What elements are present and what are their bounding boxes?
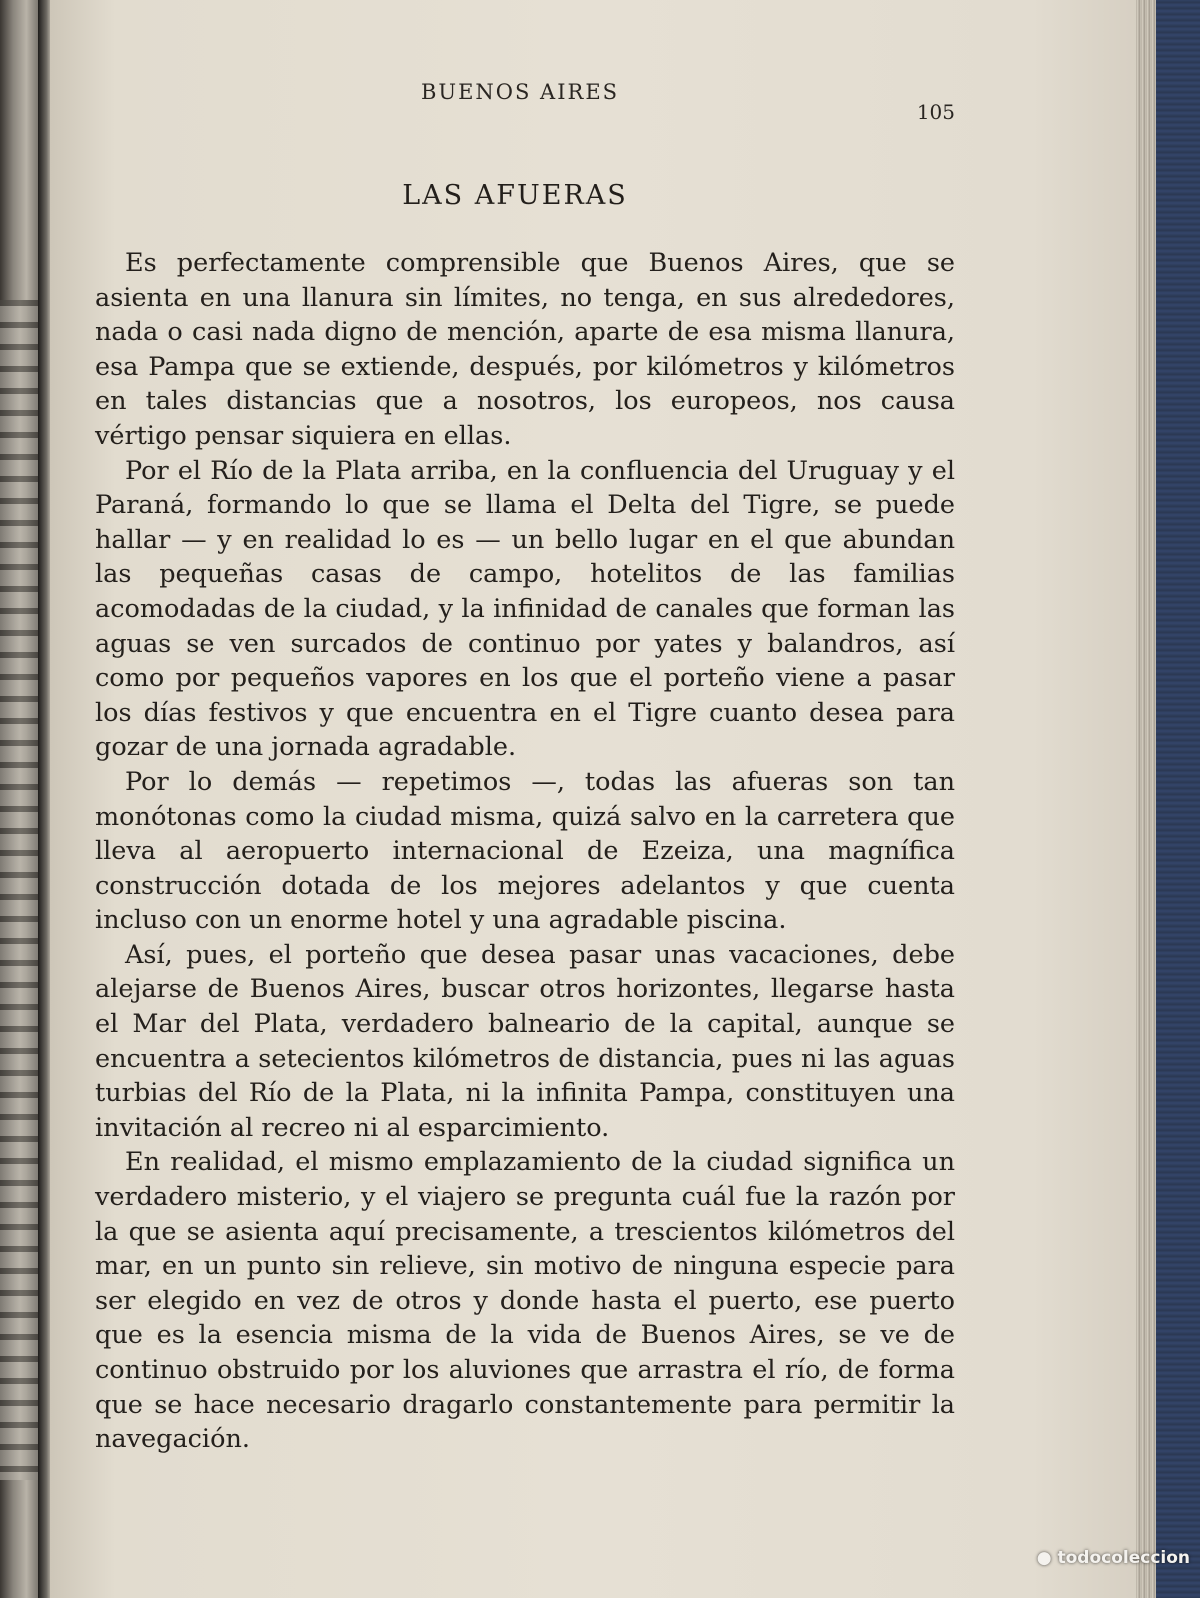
paragraph: Así, pues, el porteño que desea pasar unas vacaciones, debe alejarse de Buenos Aires, buscar otros horizontes, llegarse hasta el Mar del Plata, verdadero balneario de la capital, aunque se encuentra a setecientos kilómetros de distancia, pues ni las aguas turbias del Río de la Plata, ni la infinita Pampa, constituyen una invitación al recreo ni al esparcimiento. [95, 939, 955, 1143]
page-number: 105 [916, 100, 955, 124]
paragraph: Por el Río de la Plata arriba, en la confluencia del Uruguay y el Paraná, formando lo que se llama el Delta del Tigre, se puede hallar — y en realidad lo es — un bello lugar en el que abundan las pequeñas casas de campo, hotelitos de las familias acomodadas de la ciudad, y la infinidad de canales que forman las aguas se ven surcados de continuo por yates y balandros, así como por pequeños vapores en los que el porteño viene a pasar los días festivos y que encuentra en el Tigre cuanto desea para gozar de una jornada agradable. [95, 455, 955, 763]
watermark [920, 1548, 1190, 1568]
paragraph: Por lo demás — repetimos —, todas las afueras son tan monótonas como la ciudad misma, quizá salvo en la carretera que lleva al aeropuerto internacional de Ezeiza, una magnífica construcción dotada de los mejores adelantos y que cuenta incluso con un enorme hotel y una agradable piscina. [95, 766, 955, 936]
paragraph: En realidad, el mismo emplazamiento de la ciudad significa un verdadero misterio, y el viajero se pregunta cuál fue la razón por la que se asienta aquí precisamente, a trescientos kilómetros del mar, en un punto sin relieve, sin motivo de ninguna especie para ser elegido en vez de otros y donde hasta el puerto, ese puerto que es la esencia misma de la vida de Buenos Aires, se ve de continuo obstruido por los aluviones que arrastra el río, de forma que se hace necesario dragarlo constantemente para permitir la navegación. [95, 1147, 955, 1455]
paragraph: Es perfectamente comprensible que Buenos Aires, que se asienta en una llanura sin límites, no tenga, en sus alrededores, nada o casi nada digno de mención, aparte de esa misma llanura, esa Pampa que se extiende, después, por kilómetros y kilómetros en tales distancias que a nosotros, los europeos, nos causa vértigo pensar siquiera en ellas. [95, 248, 955, 451]
section-title: LAS AFUERAS [402, 180, 628, 211]
left-page-photo [0, 300, 40, 1480]
running-head: BUENOS AIRES [420, 80, 620, 104]
body-text [95, 246, 955, 1457]
watermark-text: todocoleccion [1057, 1548, 1190, 1568]
page-stack-edges [1136, 0, 1158, 1598]
watermark-logo-icon: ● [1036, 1548, 1058, 1568]
book-cover-edge [1156, 0, 1200, 1598]
